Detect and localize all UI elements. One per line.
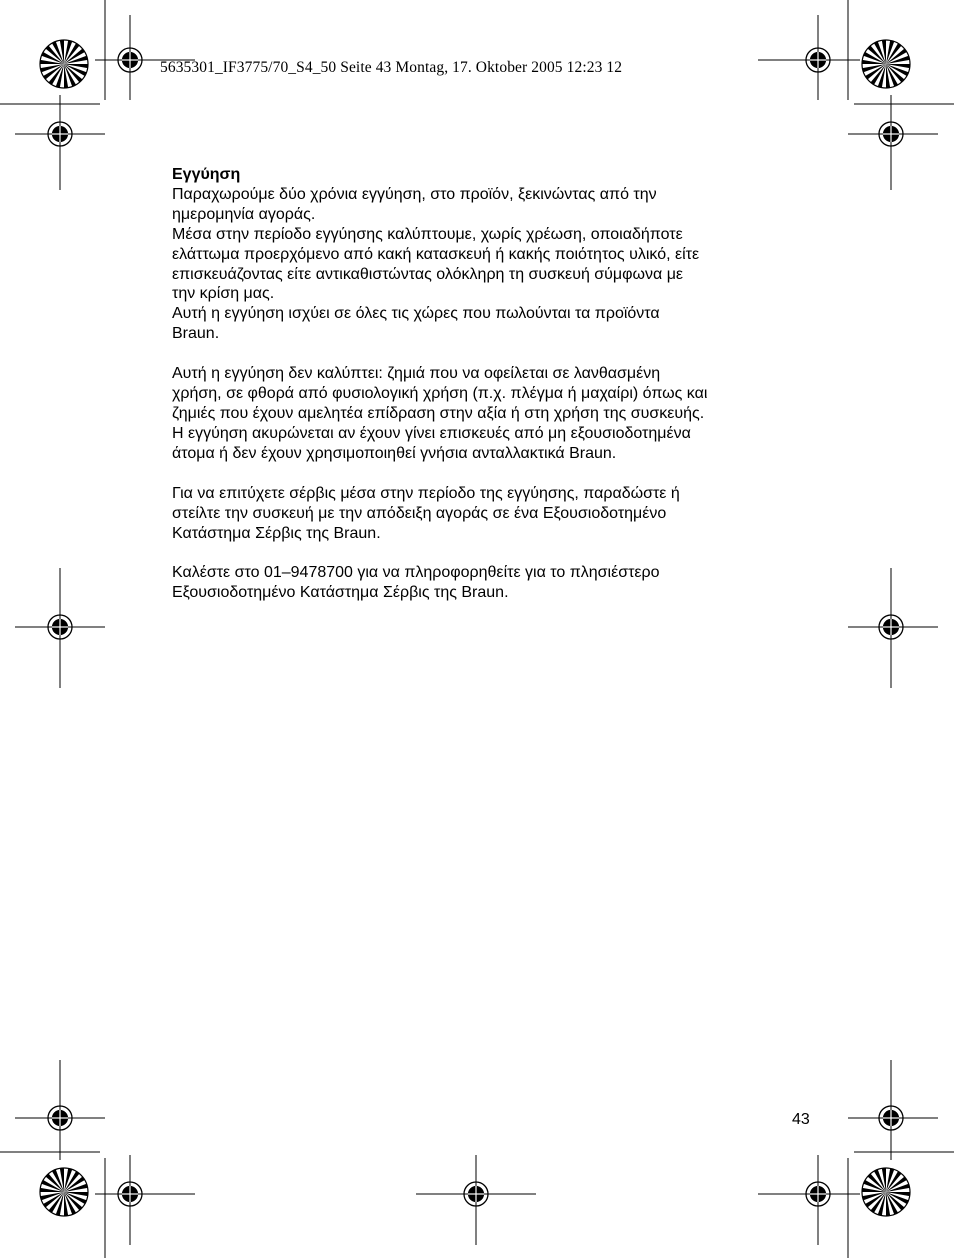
registration-mark-icon xyxy=(869,605,913,649)
paragraph: Καλέστε στο 01–9478700 για να πληροφορηθείτε για το πλησιέστερο Εξουσιοδοτημένο Κατάστημα Σέρβις της Braun. xyxy=(172,564,660,602)
paragraph: Για να επιτύχετε σέρβις μέσα στην περίοδο της εγγύησης, παραδώστε ή στείλτε την συσκευή με την απόδειξη αγοράς σε ένα Εξουσιοδοτημένο Κατάστημα Σέρβις της Braun. xyxy=(172,484,680,542)
starburst-ray xyxy=(46,46,64,64)
paragraph-gap xyxy=(172,344,822,364)
print-slug: 5635301_IF3775/70_S4_50 Seite 43 Montag, 17. Oktober 2005 12:23 12 xyxy=(160,59,623,76)
paragraph-gap xyxy=(172,464,822,484)
paragraph-gap xyxy=(172,543,822,563)
starburst-target-icon xyxy=(40,1168,88,1216)
registration-mark-icon xyxy=(796,1172,840,1216)
paragraph: Αυτή η εγγύηση δεν καλύπτει: ζημιά που να οφείλεται σε λανθασμένη χρήση, σε φθορά από φυσιολογική χρήση (π.χ. πλέγμα ή μαχαίρι) όπως και ζημιές που έχουν αμελητέα επίδραση στην αξία ή στη χρήση της συσκευής. Η εγγύηση ακυρώνεται αν έχουν γίνει επισκευές από μη εξουσιοδοτημένα άτομα ή δεν έχουν χρησιμοποιηθεί γνήσια ανταλλακτικά Braun. xyxy=(172,365,708,462)
starburst-ray xyxy=(868,46,886,64)
starburst-ray xyxy=(868,1174,886,1192)
starburst-target-icon xyxy=(40,40,88,88)
starburst-target-icon xyxy=(862,1168,910,1216)
starburst-ray xyxy=(886,64,904,82)
starburst-ray xyxy=(64,64,82,82)
starburst-ray xyxy=(886,1192,904,1210)
starburst-ray xyxy=(46,1174,64,1192)
registration-mark-icon xyxy=(38,112,82,156)
starburst-ray xyxy=(64,1192,82,1210)
registration-mark-icon xyxy=(869,1096,913,1140)
starburst-target-icon xyxy=(862,40,910,88)
registration-mark-icon xyxy=(38,1096,82,1140)
registration-mark-icon xyxy=(108,1172,152,1216)
registration-mark-icon xyxy=(869,112,913,156)
paragraph: Παραχωρούμε δύο χρόνια εγγύηση, στο προϊόν, ξεκινώντας από την ημερομηνία αγοράς. Μέσα στην περίοδο εγγύησης καλύπτουμε, χωρίς χρέωση, οποιαδήποτε ελάττωμα προερχόμενο από κακή κατασκευή ή κακής ποιότητος υλικό, είτε επισκευάζοντας είτε αντικαθιστώντας ολόκληρη τη συσκευή σύμφωνα με την κρίση μας. Αυτή η εγγύηση ισχύει σε όλες τις χώρες που πωλούνται τα προϊόντα Braun. xyxy=(172,185,700,343)
warranty-section xyxy=(172,165,822,603)
registration-mark-icon xyxy=(454,1172,498,1216)
registration-mark-icon xyxy=(38,605,82,649)
registration-mark-icon xyxy=(108,38,152,82)
section-heading: Εγγύηση xyxy=(172,166,241,183)
page-number: 43 xyxy=(792,1111,810,1128)
registration-mark-icon xyxy=(796,38,840,82)
